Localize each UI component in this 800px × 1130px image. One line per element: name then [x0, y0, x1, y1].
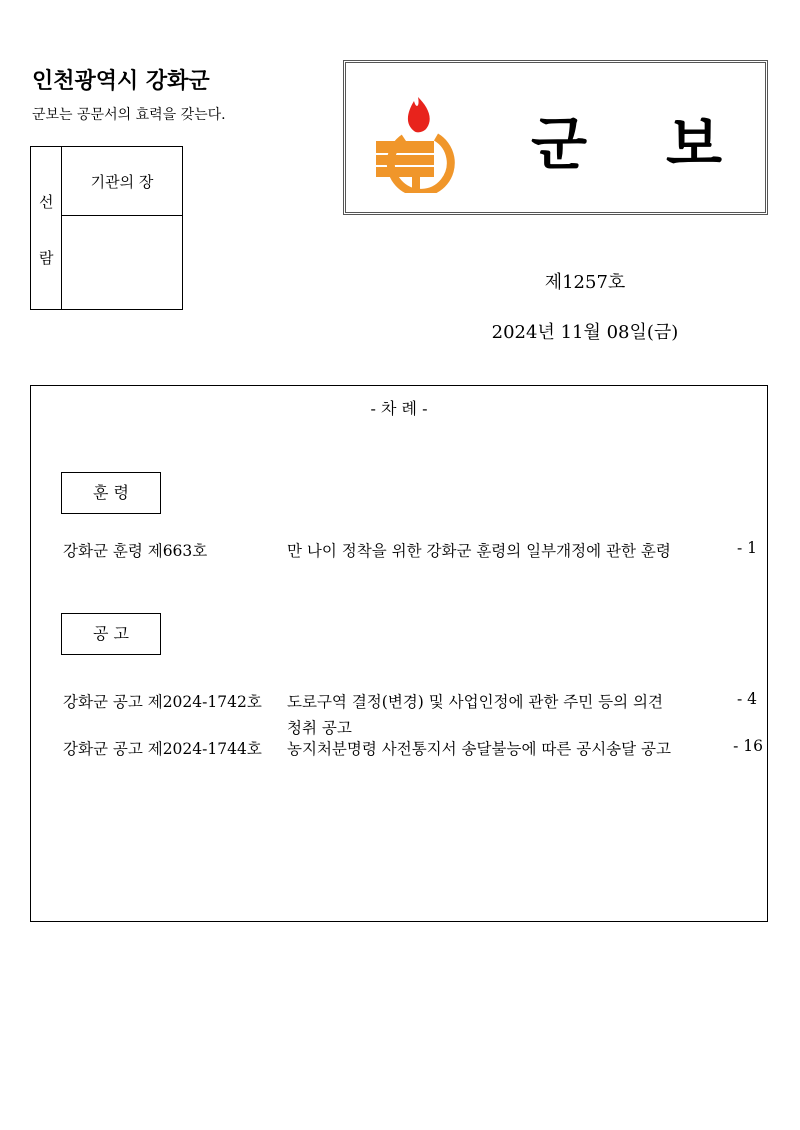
- table-of-contents: [30, 385, 768, 922]
- entry-title[interactable]: 농지처분명령 사전통지서 송달불능에 따른 공시송달 공고: [287, 740, 671, 758]
- issue-date: 2024년 11월 08일(금): [491, 322, 679, 343]
- section-label: 훈 령: [61, 472, 161, 514]
- emblem-icon: [374, 93, 464, 193]
- entry-number[interactable]: 강화군 공고 제2024-1742호: [63, 693, 262, 711]
- entry-title[interactable]: 만 나이 정착을 위한 강화군 훈령의 일부개정에 관한 훈령: [287, 542, 671, 560]
- entry-number[interactable]: 강화군 훈령 제663호: [63, 542, 208, 560]
- entry-number[interactable]: 강화군 공고 제2024-1744호: [63, 740, 262, 758]
- masthead-char-1: 군: [531, 110, 588, 178]
- issue-number: 제1257호: [544, 272, 626, 293]
- approval-label-1: 선: [39, 193, 54, 211]
- approval-label-2: 람: [39, 249, 54, 267]
- entry-page: - 4: [736, 690, 757, 708]
- subtitle: 군보는 공문서의 효력을 갖는다.: [32, 107, 226, 123]
- toc-title: - 차 례 -: [370, 399, 428, 418]
- approval-head: 기관의 장: [90, 173, 154, 191]
- entry-page: - 1: [736, 539, 757, 557]
- entry-title-cont: 청취 공고: [287, 719, 352, 737]
- entry-page: - 16: [733, 737, 763, 755]
- masthead: [343, 60, 768, 215]
- entry-title[interactable]: 도로구역 결정(변경) 및 사업인정에 관한 주민 등의 의견: [287, 693, 663, 711]
- organization-name: 인천광역시 강화군: [32, 69, 210, 94]
- section-label: 공 고: [61, 613, 161, 655]
- approval-box: [30, 146, 183, 310]
- masthead-char-2: 보: [666, 110, 723, 178]
